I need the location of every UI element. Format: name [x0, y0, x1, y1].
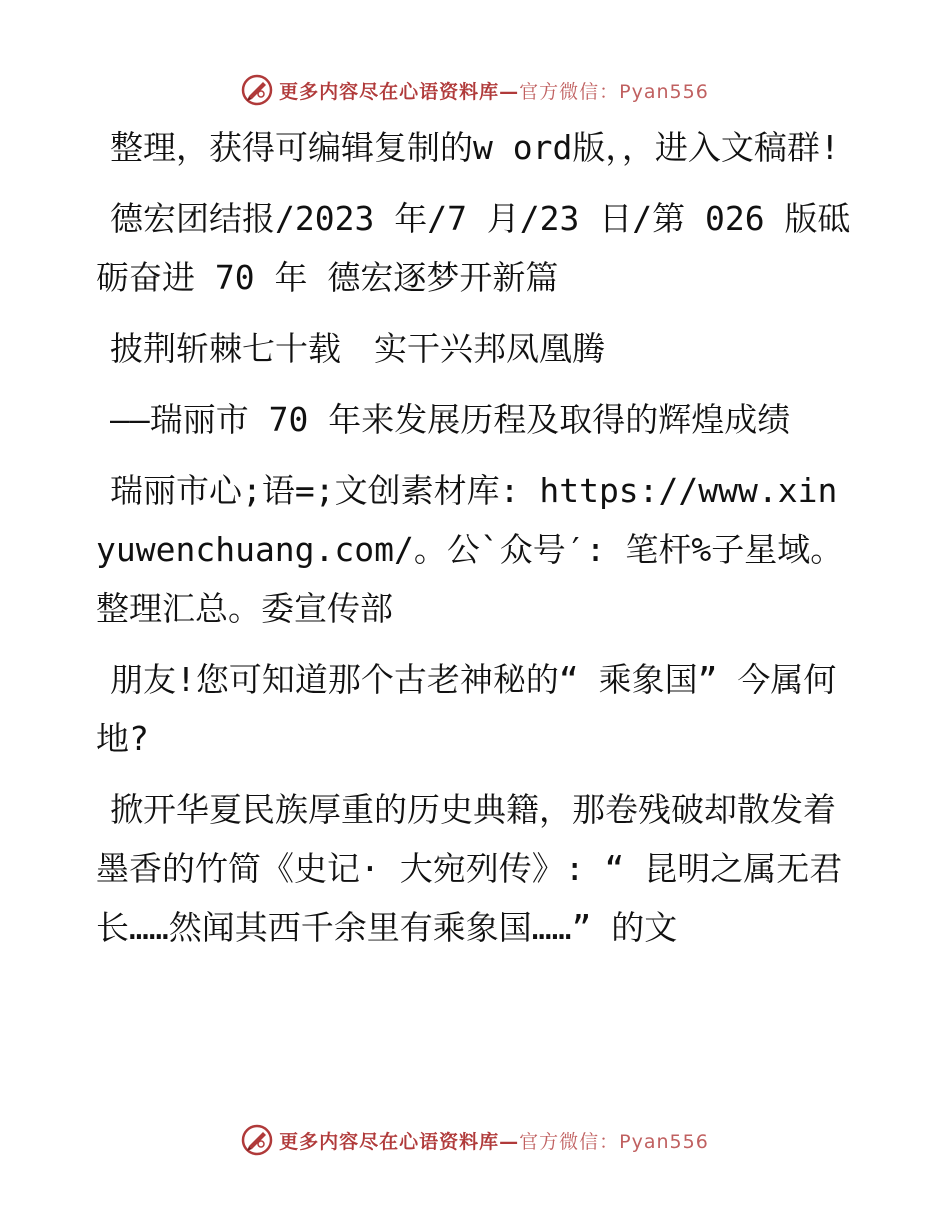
footer-wechat: 官方微信：Pyan556	[519, 1130, 709, 1153]
footer-banner-inner	[241, 1124, 709, 1156]
paragraph-6: 朋友!您可知道那个古老神秘的“ 乘象国” 今属何地?	[96, 660, 837, 758]
header-banner-text	[279, 77, 709, 104]
header-banner-inner	[241, 74, 709, 106]
header-banner	[0, 72, 950, 108]
footer-brand: 更多内容尽在心语资料库	[279, 1130, 500, 1153]
paragraph-1: 整理，获得可编辑复制的w ord版，，进入文稿群!	[110, 128, 840, 167]
document-body	[96, 118, 856, 969]
footer-dash: —	[499, 1130, 520, 1153]
paragraph-5: 瑞丽市心;语=;文创素材库: https://www.xinyuwenchuang.com/。公`众号′: 笔杆%子星域。整理汇总。委宣传部	[96, 471, 844, 628]
pen-logo-icon	[241, 1124, 273, 1156]
footer-banner	[0, 1122, 950, 1158]
paragraph-7: 掀开华夏民族厚重的历史典籍，那卷残破却散发着墨香的竹简《史记· 大宛列传》: “ 昆明之属无君长……然闻其西千余里有乘象国……” 的文	[96, 790, 843, 947]
footer-banner-text	[279, 1127, 709, 1154]
pen-logo-icon	[241, 74, 273, 106]
header-wechat: 官方微信：Pyan556	[519, 80, 709, 103]
paragraph-4: ——瑞丽市 70 年来发展历程及取得的辉煌成绩	[110, 400, 791, 439]
paragraph-2: 德宏团结报/2023 年/7 月/23 日/第 026 版砥砺奋进 70 年 德宏逐梦开新篇	[96, 199, 851, 297]
header-brand: 更多内容尽在心语资料库	[279, 80, 500, 103]
header-dash: —	[499, 80, 520, 103]
paragraph-3: 披荆斩棘七十载 实干兴邦凤凰腾	[110, 329, 605, 368]
